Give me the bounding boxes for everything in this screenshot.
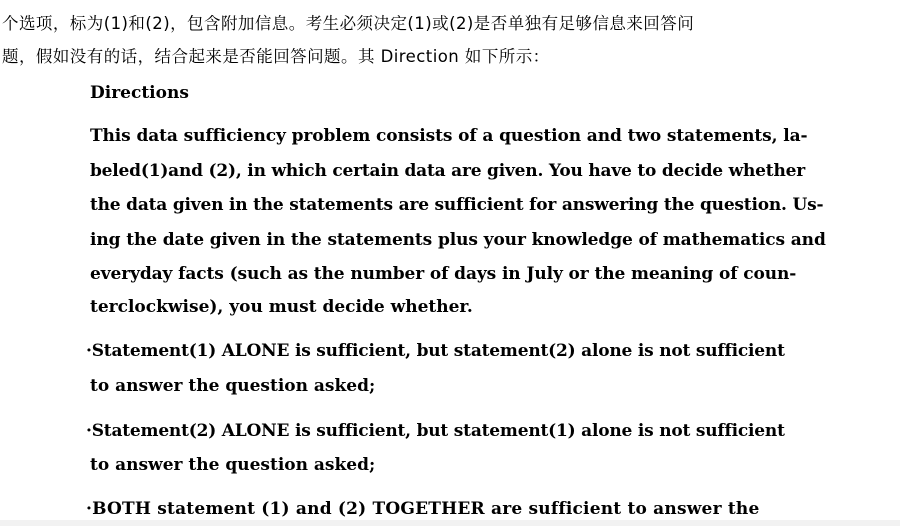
paragraph-line-6: terclockwise), you must decide whether. — [90, 297, 473, 317]
paragraph-line-2: beled(1)and (2), in which certain data are given. You have to decide whether — [90, 161, 805, 181]
bullet-1-line-1: ·Statement(1) ALONE is sufficient, but statement(2) alone is not sufficient — [86, 341, 785, 361]
bullet-2-line-2: to answer the question asked; — [90, 455, 376, 475]
intro-line-1: 个选项，标为(1)和(2)，包含附加信息。考生必须决定(1)或(2)是否单独有足够信息来回答问 — [2, 14, 695, 33]
page-bottom-edge — [0, 520, 900, 526]
bullet-1-line-2: to answer the question asked; — [90, 376, 376, 396]
bullet-3-line-1: ·BOTH statement (1) and (2) TOGETHER are sufficient to answer the — [86, 499, 760, 519]
paragraph-line-5: everyday facts (such as the number of days in July or the meaning of coun- — [90, 264, 797, 284]
intro-line-2: 题，假如没有的话，结合起来是否能回答问题。其 Direction 如下所示： — [2, 47, 550, 66]
paragraph-line-4: ing the date given in the statements plus your knowledge of mathematics and — [90, 230, 826, 250]
bullet-2-line-1: ·Statement(2) ALONE is sufficient, but statement(1) alone is not sufficient — [86, 421, 785, 441]
paragraph-line-3: the data given in the statements are sufficient for answering the question. Us- — [90, 195, 824, 215]
directions-heading: Directions — [90, 83, 189, 103]
paragraph-line-1: This data sufficiency problem consists of a question and two statements, la- — [90, 126, 808, 146]
